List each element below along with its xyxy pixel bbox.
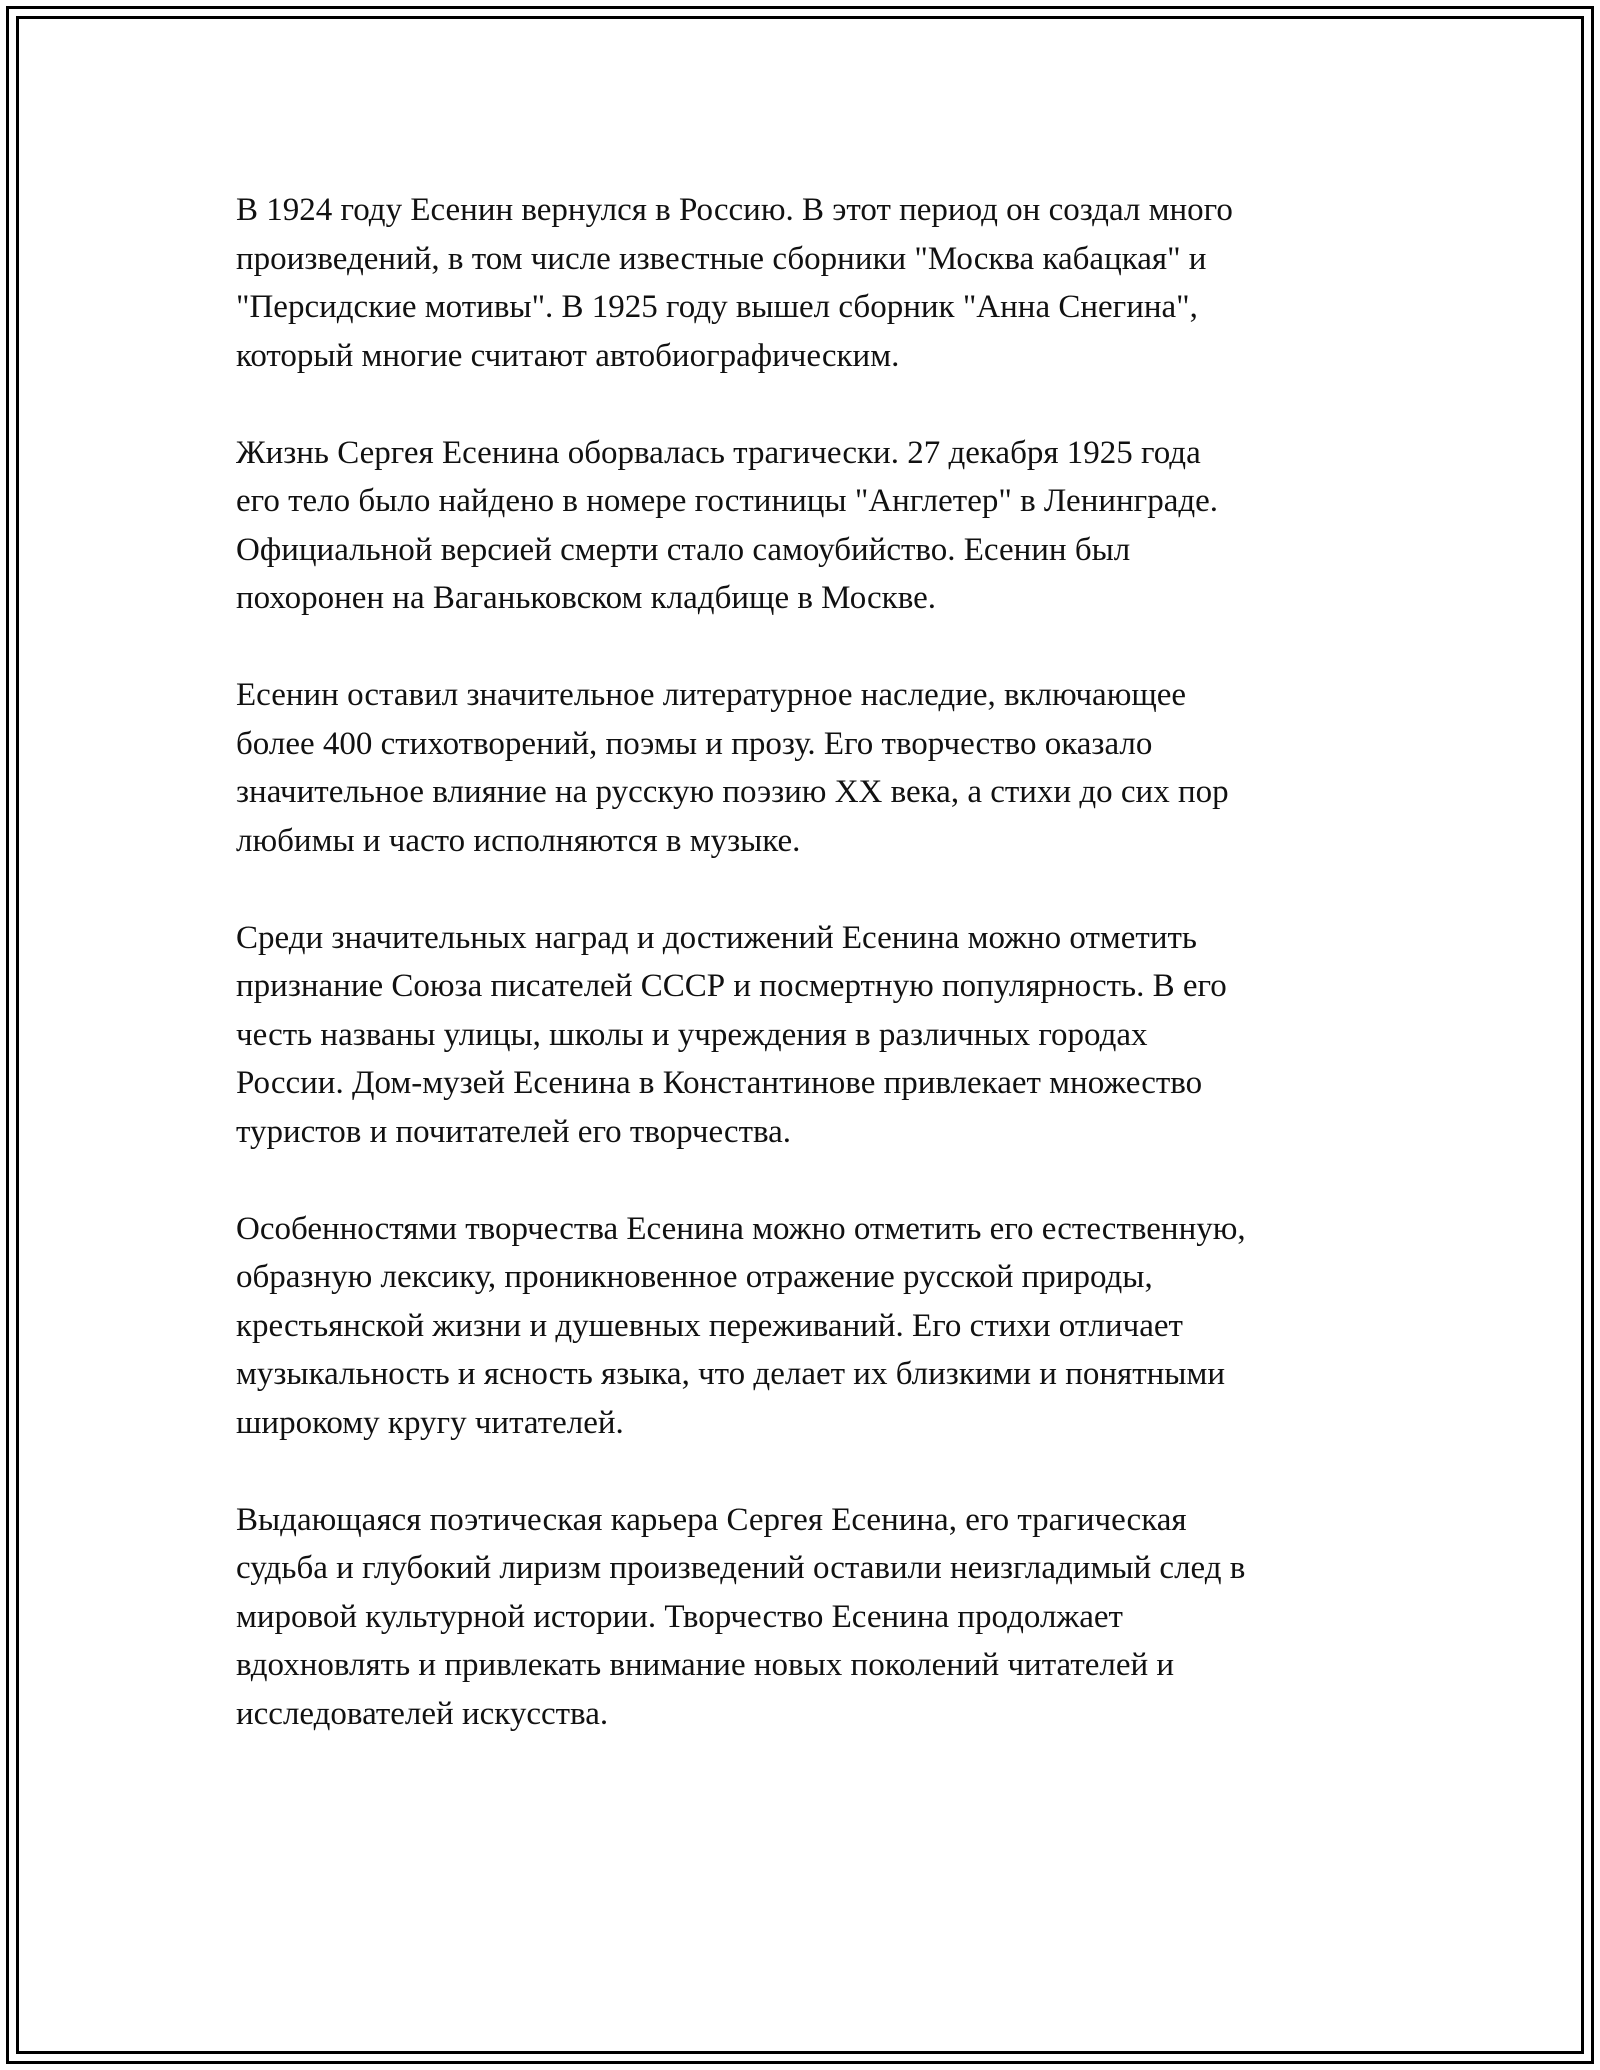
document-body <box>236 186 1376 1787</box>
paragraph-death: Жизнь Сергея Есенина оборвалась трагически. 27 декабря 1925 года его тело было найдено в номере гостиницы "Англетер" в Ленинграде. Официальной версией смерти стало самоубийство. Есенин был похоронен на Ваганьковском кладбище в Москве. <box>236 434 1219 616</box>
paragraph-awards: Среди значительных наград и достижений Есенина можно отметить признание Союза писателей СССР и посмертную популярность. В его честь названы улицы, школы и учреждения в различных городах России. Дом-музей Есенина в Константинове привлекает множество туристов и почитателей его творчества. <box>236 919 1227 1150</box>
paragraph-style: Особенностями творчества Есенина можно отметить его естественную, образную лексику, проникновенное отражение русской природы, крестьянской жизни и душевных переживаний. Его стихи отличает музыкальность и ясность языка, что делает их близкими и понятными широкому кругу читателей. <box>236 1210 1246 1441</box>
paragraph-legacy: Есенин оставил значительное литературное наследие, включающее более 400 стихотворений, поэмы и прозу. Его творчество оказало значительное влияние на русскую поэзию XX века, а стихи до сих пор любимы и часто исполняются в музыке. <box>236 677 1229 859</box>
paragraph-return-to-russia: В 1924 году Есенин вернулся в Россию. В этот период он создал много произведений, в том числе известные сборники "Москва кабацкая" и "Персидские мотивы". В 1925 году вышел сборник "Анна Снегина", который многие считают автобиографическим. <box>236 192 1233 374</box>
paragraph-conclusion: Выдающаяся поэтическая карьера Сергея Есенина, его трагическая судьба и глубокий лиризм произведений оставили неизгладимый след в мировой культурной истории. Творчество Есенина продолжает вдохновлять и привлекать внимание новых поколений читателей и исследователей искусства. <box>236 1501 1246 1732</box>
